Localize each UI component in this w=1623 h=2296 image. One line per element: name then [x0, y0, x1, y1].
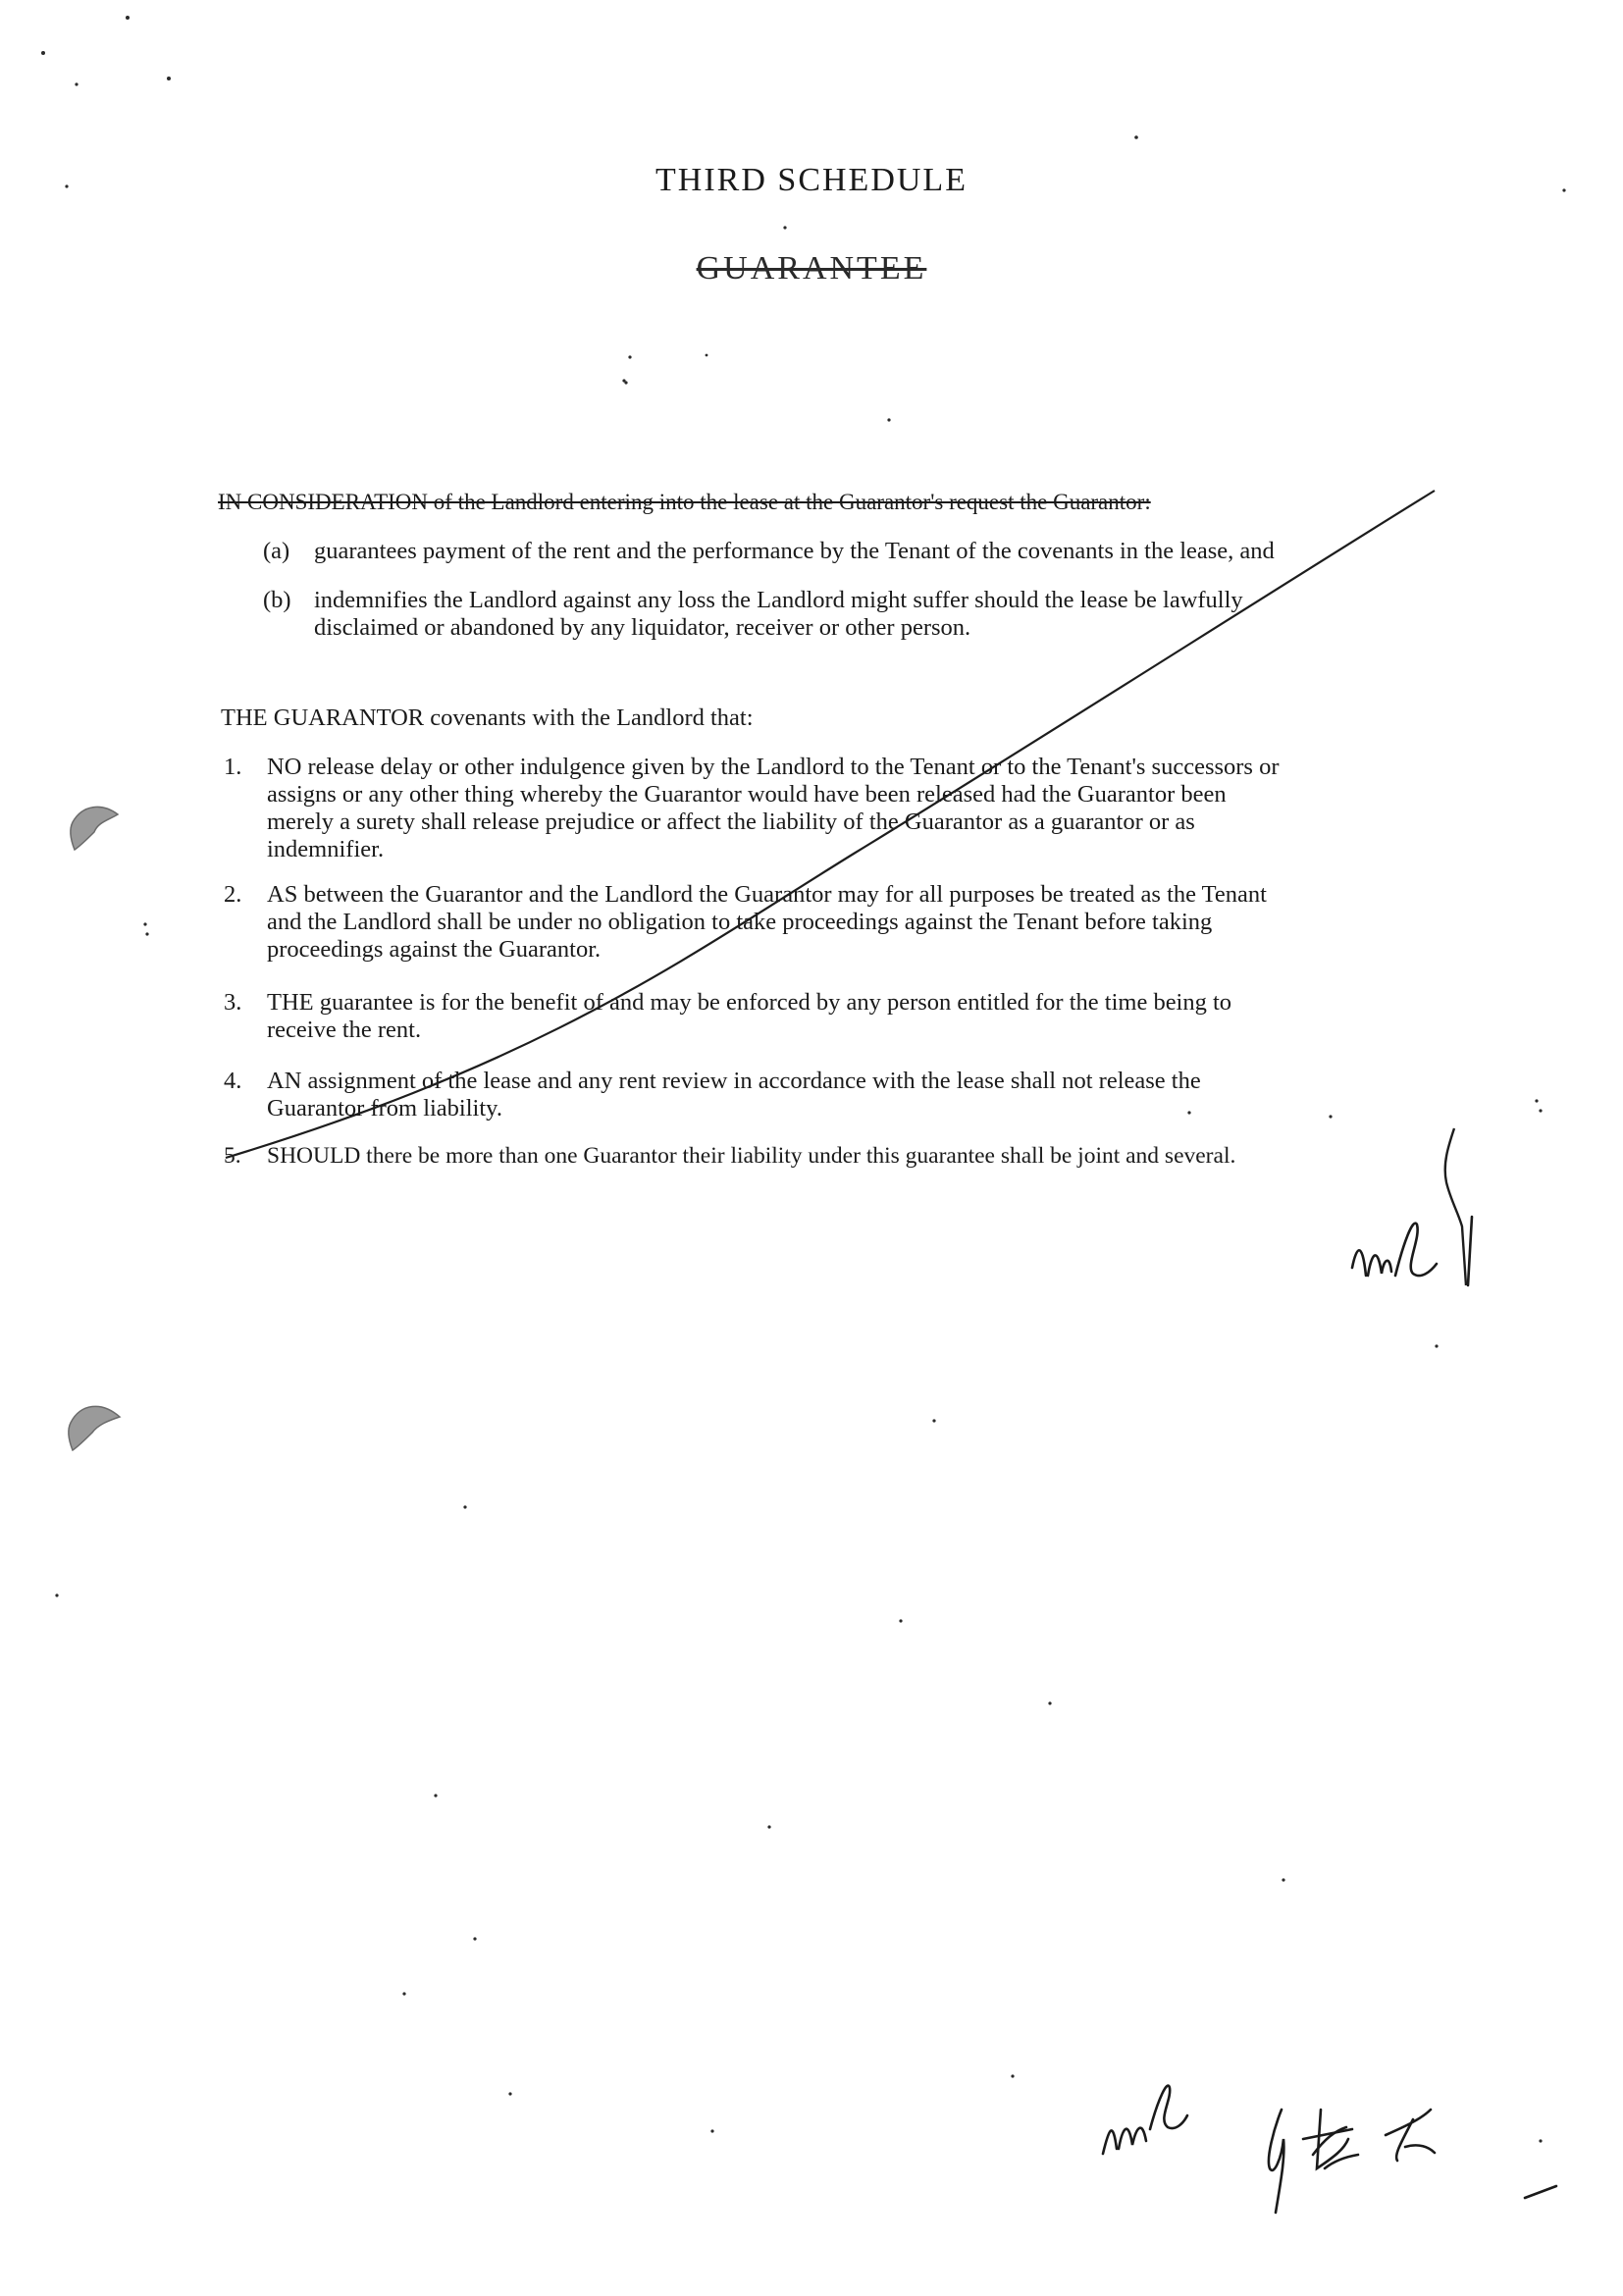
sub-item-text-line: disclaimed or abandoned by any liquidator, receiver or other person.	[314, 614, 971, 641]
signature-mark-right	[1269, 2110, 1556, 2213]
clause-line: NO release delay or other indulgence given by the Landlord to the Tenant or to the Tenant's successors or	[267, 754, 1280, 780]
page-subtitle-struck: GUARANTEE	[696, 250, 927, 287]
sub-item-label: (a)	[263, 538, 290, 564]
punch-hole-marks	[69, 807, 120, 1450]
clause-line: AN assignment of the lease and any rent review in accordance with the lease shall not release the	[267, 1068, 1201, 1094]
clause-line: SHOULD there be more than one Guarantor their liability under this guarantee shall be joint and several.	[267, 1143, 1236, 1169]
sub-item-text: guarantees payment of the rent and the performance by the Tenant of the covenants in the lease, and	[314, 538, 1275, 564]
clause-line: assigns or any other thing whereby the Guarantor would have been released had the Guarantor been	[267, 781, 1227, 808]
clause-number: 3.	[224, 989, 242, 1016]
page-title: THIRD SCHEDULE	[655, 162, 968, 198]
clause-line: proceedings against the Guarantor.	[267, 936, 602, 963]
clause-line: THE guarantee is for the benefit of and may be enforced by any person entitled for the time being to	[267, 989, 1232, 1016]
margin-stroke	[1445, 1128, 1466, 1285]
clause-number: 1.	[224, 754, 242, 780]
clause-line: indemnifier.	[267, 836, 385, 862]
clause-number: 4.	[224, 1068, 242, 1094]
clause-line: receive the rent.	[267, 1017, 422, 1043]
initials-mark	[1352, 1217, 1472, 1285]
covenants-heading: THE GUARANTOR covenants with the Landlord that:	[221, 704, 754, 731]
clause-number: 5.	[224, 1143, 241, 1169]
clause-number: 2.	[224, 881, 242, 908]
clause-line: and the Landlord shall be under no obligation to take proceedings against the Tenant before taking	[267, 909, 1213, 935]
clause-line: merely a surety shall release prejudice or affect the liability of the Guarantor as a guarantor or as	[267, 809, 1195, 835]
clause-line: Guarantor from liability.	[267, 1095, 502, 1122]
clause-line: AS between the Guarantor and the Landlord the Guarantor may for all purposes be treated as the Tenant	[267, 881, 1267, 908]
sub-item-label: (b)	[263, 587, 291, 613]
signature-mark-left	[1103, 2086, 1187, 2154]
sub-item-text-line: indemnifies the Landlord against any loss the Landlord might suffer should the lease be lawfully	[314, 587, 1243, 613]
consideration-paragraph: IN CONSIDERATION of the Landlord entering into the lease at the Guarantor's request the Guarantor:	[218, 490, 1151, 514]
